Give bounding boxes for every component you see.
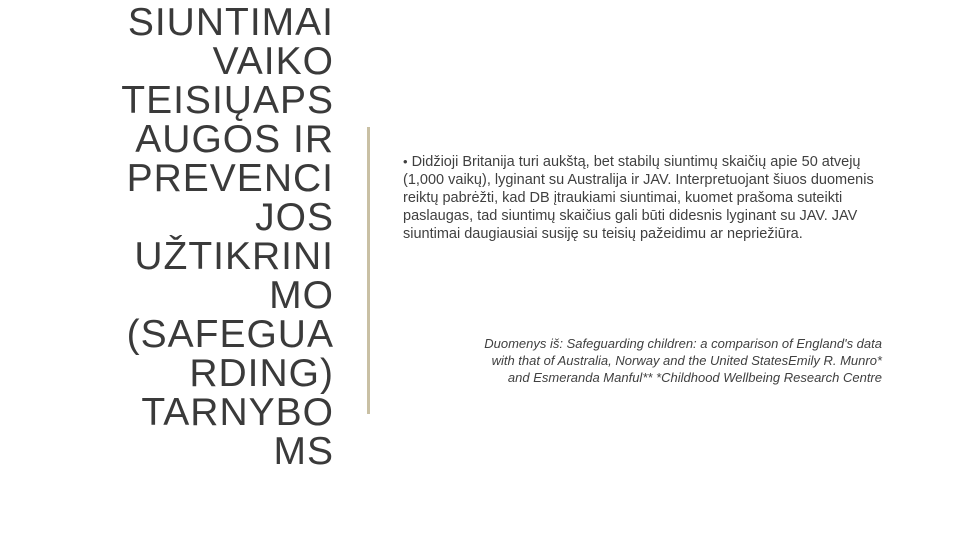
slide-body bbox=[403, 153, 888, 243]
source-line: and Esmeranda Manful** *Childhood Wellbeing Research Centre bbox=[507, 370, 882, 385]
bullet-list bbox=[403, 153, 888, 243]
title-line: MS bbox=[273, 430, 334, 473]
bullet-dot-icon: • bbox=[403, 154, 408, 169]
title-line: SIUNTIMAI bbox=[127, 1, 334, 44]
title-line: (SAFEGUA bbox=[126, 313, 334, 356]
source-citation bbox=[410, 335, 882, 386]
bullet-item bbox=[403, 153, 888, 243]
vertical-divider bbox=[367, 127, 370, 414]
title-line: TEISIŲAPS bbox=[121, 79, 334, 122]
bullet-text: Didžioji Britanija turi aukštą, bet stabilų siuntimų skaičių apie 50 atvejų (1,000 vaikų), lyginant su Australija ir JAV. Interpretuojant šiuos duomenis reiktų pabrėžti, kad DB įtraukiami siuntimai, kuomet prašoma suteikti paslaugas, tad siuntimų skaičius gali būti didesnis lyginant su JAV. JAV siuntimai daugiausiai susiję su teisių pažeidimu ar nepriežiūra. bbox=[403, 154, 874, 242]
title-line: PREVENCI bbox=[126, 157, 334, 200]
title-line: VAIKO bbox=[212, 40, 334, 83]
title-line: MO bbox=[269, 274, 334, 317]
title-line: AUGOS IR bbox=[135, 118, 334, 161]
title-line: UŽTIKRINI bbox=[134, 235, 334, 278]
title-line: RDING) bbox=[189, 352, 334, 395]
source-line: with that of Australia, Norway and the United StatesEmily R. Munro* bbox=[491, 353, 882, 368]
title-line: TARNYBO bbox=[141, 391, 334, 434]
source-line: Duomenys iš: Safeguarding children: a comparison of England's data bbox=[484, 336, 882, 351]
slide-title bbox=[34, 3, 334, 471]
title-line: JOS bbox=[255, 196, 334, 239]
